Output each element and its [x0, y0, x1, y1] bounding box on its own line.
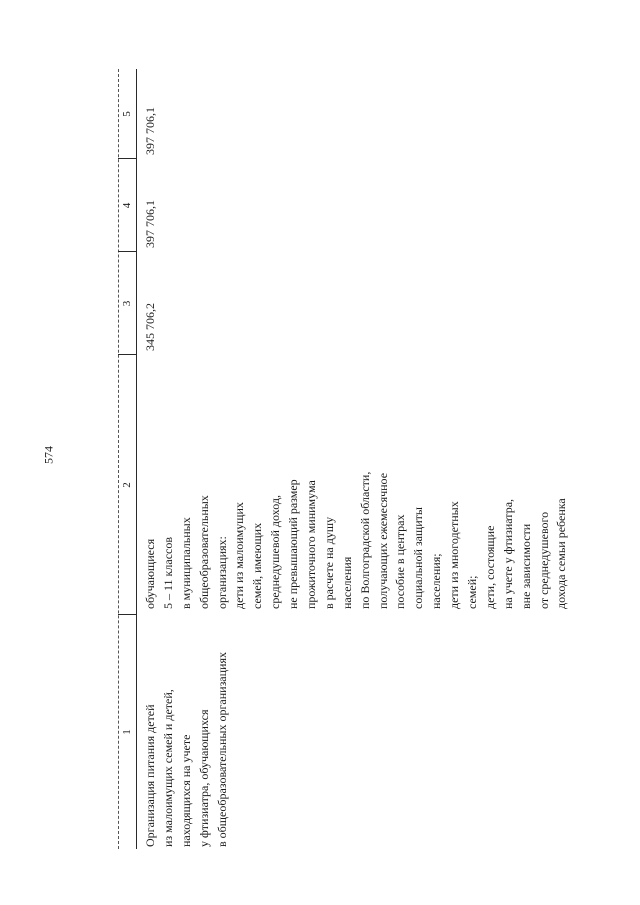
category-line: пособие в центрах [393, 514, 408, 609]
category-line: среднедушевой доход, [268, 495, 283, 609]
category-line: семей; [465, 575, 480, 609]
category-line: не превышающий размер [286, 479, 301, 609]
activity-cell [142, 652, 231, 847]
header-col-1: 1 [121, 729, 133, 735]
category-line: организациях: [214, 536, 229, 609]
category-line: по Волгоградской области, [357, 471, 372, 609]
category-line: социальной защиты [411, 507, 426, 609]
header-col-5: 5 [121, 111, 133, 117]
category-line: дети, состоящие [482, 525, 497, 609]
header-col-4: 4 [121, 202, 133, 209]
page-number: 574 [41, 446, 56, 464]
category-line: в муниципальных [178, 517, 193, 609]
category-line: получающих ежемесячное [375, 472, 390, 609]
budget-table [118, 69, 569, 849]
category-line: в расчете на душу [321, 516, 336, 609]
header-bottom-rule [136, 69, 137, 849]
value-col-5: 397 706,1 [143, 107, 157, 155]
category-line: населения [339, 556, 354, 609]
header-col-3: 3 [121, 300, 133, 307]
category-line: населения; [429, 553, 444, 609]
value-col-4: 397 706,1 [143, 200, 157, 248]
category-line: общеобразовательных [196, 495, 211, 609]
category-line: дети из малоимущих [232, 502, 247, 609]
budget-table-rotated [118, 69, 569, 849]
activity-line: в общеобразовательных организациях [214, 652, 229, 847]
header-col-2: 2 [121, 482, 133, 488]
category-line: дохода семьи ребенка [554, 498, 569, 609]
activity-line: Организация питания детей [143, 704, 157, 847]
activity-line: у фтизиатра, обучающихся [196, 709, 211, 847]
category-line: обучающиеся [143, 538, 157, 609]
category-line: 5 – 11 классов [160, 536, 175, 609]
category-line: на учете у фтизиатра, [500, 498, 515, 609]
category-line: семей, имеющих [250, 522, 265, 609]
category-line: дети из многодетных [447, 501, 462, 609]
category-cell [142, 472, 571, 609]
category-line: вне зависимости [518, 523, 533, 609]
activity-line: из малоимущих семей и детей, [160, 689, 175, 847]
category-line: прожиточного минимума [304, 480, 319, 609]
activity-line: находящихся на учете [178, 734, 193, 847]
value-col-3: 345 706,2 [143, 303, 157, 351]
category-line: от среднедушевого [536, 511, 551, 609]
